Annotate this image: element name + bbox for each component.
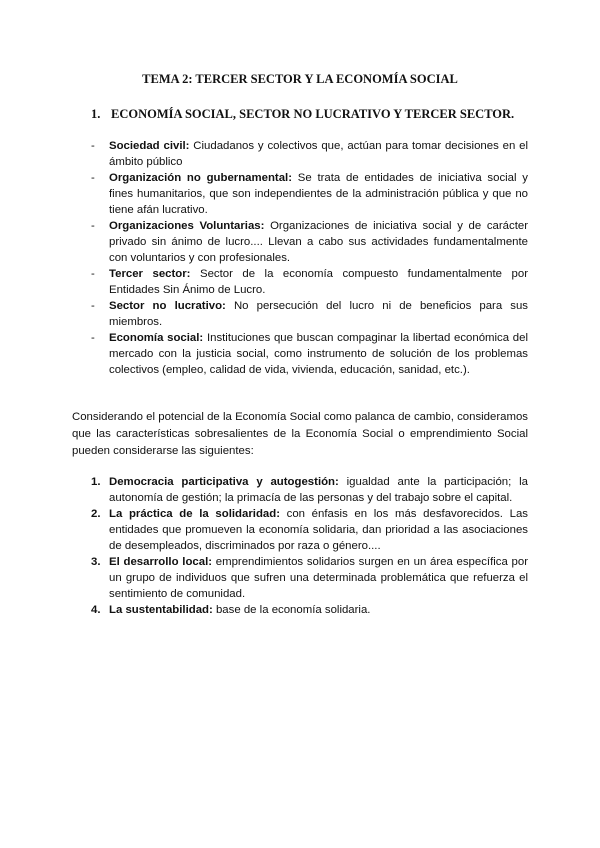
feature-term: Democracia participativa y autogestión: (109, 476, 339, 488)
feature-number: 4. (91, 604, 101, 616)
feature-item (91, 554, 528, 602)
definition-text: Se trata de entidades de iniciativa social y fines humanitarios, que son independientes de la administración pública y que no tiene afán lucrativo. (109, 172, 528, 216)
feature-number: 3. (91, 556, 101, 568)
section-heading (91, 107, 531, 122)
bullet-dash: - (91, 220, 95, 232)
definition-term: Sector no lucrativo: (109, 300, 226, 312)
section-number: 1. (91, 107, 101, 121)
definition-text: Organizaciones de iniciativa social y de carácter privado sin ánimo de lucro.... Llevan a cabo sus actividades fundamentalmente con voluntarios y con profesionales. (109, 220, 528, 264)
definition-item (91, 170, 528, 218)
definition-item (91, 218, 528, 266)
bullet-dash: - (91, 300, 95, 312)
feature-term: La práctica de la solidaridad: (109, 508, 280, 520)
features-list (91, 474, 528, 618)
section-heading-text: ECONOMÍA SOCIAL, SECTOR NO LUCRATIVO Y TERCER SECTOR. (111, 107, 515, 121)
definition-item (91, 298, 528, 330)
definition-text: No persecución del lucro ni de beneficios para sus miembros. (109, 300, 528, 328)
feature-item (91, 474, 528, 506)
feature-term: La sustentabilidad: (109, 604, 213, 616)
bullet-dash: - (91, 172, 95, 184)
feature-text: igualdad ante la participación; la autonomía de gestión; la primacía de las personas y del trabajo sobre el capital. (109, 476, 528, 504)
definitions-list (91, 138, 528, 378)
definition-term: Tercer sector: (109, 268, 191, 280)
feature-term: El desarrollo local: (109, 556, 213, 568)
definition-item (91, 330, 528, 378)
feature-number: 2. (91, 508, 101, 520)
definition-text: Ciudadanos y colectivos que, actúan para tomar decisiones en el ámbito público (109, 140, 529, 168)
definition-term: Economía social: (109, 332, 204, 344)
definition-item (91, 138, 528, 170)
feature-number: 1. (91, 476, 101, 488)
definition-item (91, 266, 528, 298)
feature-item (91, 506, 528, 554)
definition-term: Sociedad civil: (109, 140, 190, 152)
feature-text: emprendimientos solidarios surgen en un área específica por un grupo de individuos que sufren una determinada problemática que refuerza el sentimiento de comunidad. (109, 556, 528, 600)
page-title: TEMA 2: TERCER SECTOR Y LA ECONOMÍA SOCIAL (142, 72, 458, 86)
bullet-dash: - (91, 332, 95, 344)
definition-term: Organización no gubernamental: (109, 172, 293, 184)
definition-text: Sector de la economía compuesto fundamentalmente por Entidades Sin Ánimo de Lucro. (109, 268, 528, 296)
definition-term: Organizaciones Voluntarias: (109, 220, 265, 232)
feature-item (91, 602, 528, 618)
intro-paragraph: Considerando el potencial de la Economía Social como palanca de cambio, consideramos que las características sobresalientes de la Economía Social o emprendimiento Social pueden considerarse las siguientes: (72, 411, 528, 457)
bullet-dash: - (91, 268, 95, 280)
bullet-dash: - (91, 140, 95, 152)
feature-text: base de la economía solidaria. (212, 604, 371, 616)
definition-text: Instituciones que buscan compaginar la libertad económica del mercado con la justicia social, como instrumento de solución de los problemas colectivos (empleo, calidad de vida, vivienda, educación, sanidad, etc.). (109, 332, 528, 376)
feature-text: con énfasis en los más desfavorecidos. Las entidades que promueven la economía solidaria, dan prioridad a las asociaciones de desempleados, discriminados por raza o género.... (109, 508, 528, 552)
